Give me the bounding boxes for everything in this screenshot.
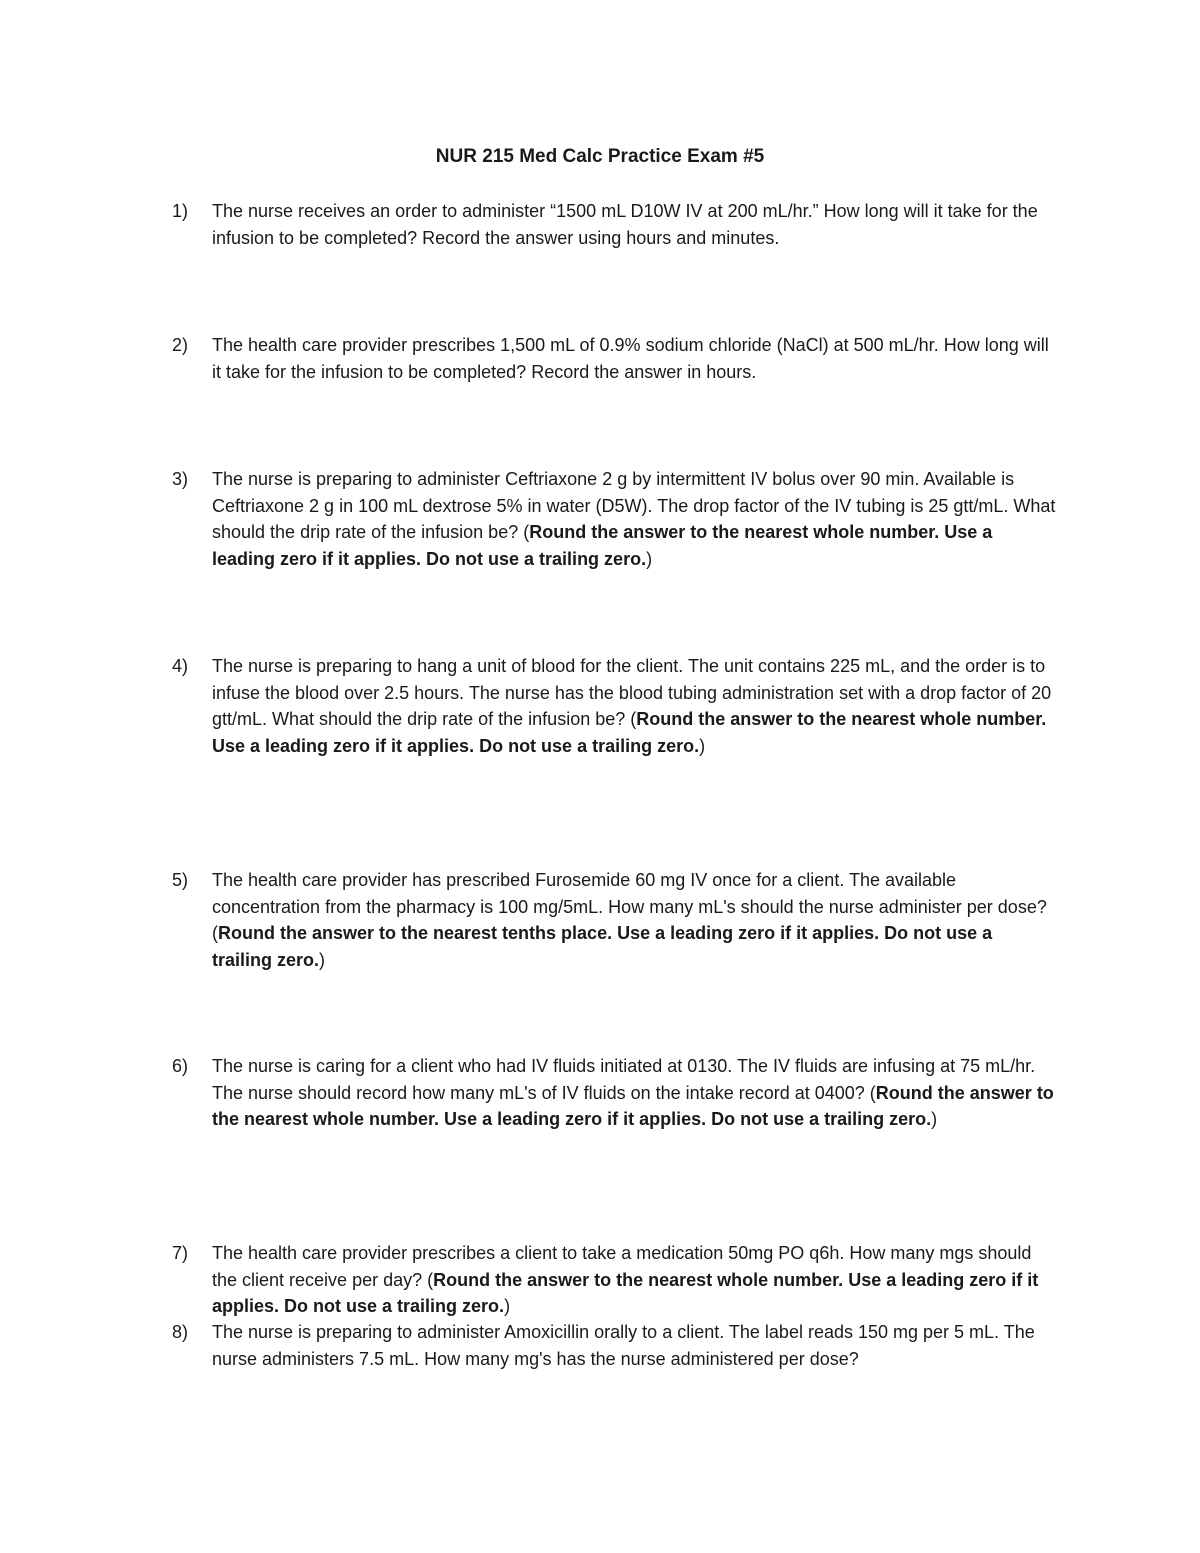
question-4 [172,653,1056,759]
question-prompt: The health care provider prescribes a client to take a medication 50mg PO q6h. How many mgs should the client receive per day? ( [212,1243,1032,1290]
question-text [212,332,1056,385]
question-text [212,867,1056,973]
question-instruction: Round the answer to the nearest whole number. Use a leading zero if it applies. Do not use a trailing zero. [212,1082,1054,1129]
question-number: 2) [172,335,189,355]
question-text [212,1053,1056,1133]
question-close: ) [504,1296,511,1316]
question-prompt: The nurse receives an order to administer “1500 mL D10W IV at 200 mL/hr.” How long will it take for the infusion to be completed? Record the answer using hours and minutes. [212,201,1038,248]
question-text [212,1319,1056,1372]
question-text [212,1240,1056,1320]
question-number: 6) [172,1056,189,1076]
question-prompt: The nurse is preparing to hang a unit of blood for the client. The unit contains 225 mL, and the order is to infuse the blood over 2.5 hours. The nurse has the blood tubing administration set with a drop factor of 20 gtt/mL. What should the drip rate of the infusion be? ( [212,656,1052,729]
question-instruction: Round the answer to the nearest whole number. Use a leading zero if it applies. Do not use a trailing zero. [212,709,1047,756]
question-instruction: Round the answer to the nearest whole number. Use a leading zero if it applies. Do not use a trailing zero. [212,522,993,569]
page-title: NUR 215 Med Calc Practice Exam #5 [435,146,765,167]
question-close: ) [319,949,326,970]
question-number: 7) [172,1243,189,1263]
question-instruction: Round the answer to the nearest tenths place. Use a leading zero if it applies. Do not use a trailing zero. [212,923,993,970]
question-text [212,198,1056,251]
question-3 [172,466,1056,572]
question-close: ) [646,548,653,569]
question-prompt: The health care provider prescribes 1,500 mL of 0.9% sodium chloride (NaCl) at 500 mL/hr. How long will it take for the infusion to be completed? Record the answer in hours. [212,335,1049,382]
question-5 [172,867,1056,973]
question-8 [172,1319,1056,1372]
question-close: ) [931,1109,938,1129]
question-prompt: The health care provider has prescribed Furosemide 60 mg IV once for a client. The available concentration from the pharmacy is 100 mg/5mL. How many mL's should the nurse administer per dose? ( [212,870,1047,943]
question-text [212,653,1056,759]
question-number: 4) [172,656,189,676]
question-6 [172,1053,1056,1133]
question-instruction: Round the answer to the nearest whole number. Use a leading zero if it applies. Do not use a trailing zero. [212,1269,1039,1316]
question-prompt: The nurse is preparing to administer Ceftriaxone 2 g by intermittent IV bolus over 90 min. Available is Ceftriaxone 2 g in 100 mL dextrose 5% in water (D5W). The drop factor of the IV tubing is 25 gtt/mL. What should the drip rate of the infusion be? ( [212,469,1056,542]
question-prompt: The nurse is preparing to administer Amoxicillin orally to a client. The label reads 150 mg per 5 mL. The nurse administers 7.5 mL. How many mg's has the nurse administered per dose? [212,1322,1035,1369]
question-number: 5) [172,870,189,890]
question-text [212,466,1056,572]
question-close: ) [699,735,706,756]
question-number: 8) [172,1322,189,1342]
question-number: 1) [172,201,189,221]
question-7 [172,1240,1056,1320]
question-2 [172,332,1056,385]
question-number: 3) [172,469,189,489]
question-1 [172,198,1056,251]
question-prompt: The nurse is caring for a client who had IV fluids initiated at 0130. The IV fluids are infusing at 75 mL/hr. The nurse should record how many mL's of IV fluids on the intake record at 0400? ( [212,1056,1036,1103]
